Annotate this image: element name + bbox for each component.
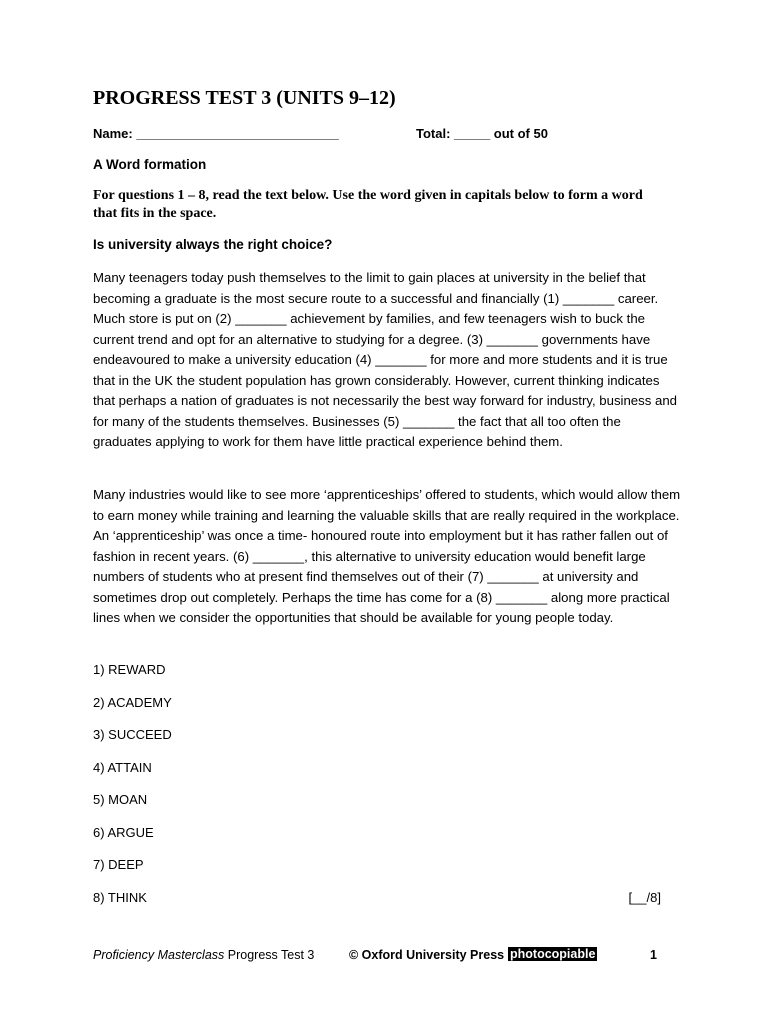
section-score: [__/8] [628,890,661,905]
instructions: For questions 1 – 8, read the text below. Use the word given in capitals below to form a word that fits in the space. [93,188,643,221]
footer-copyright: © Oxford University Press [349,948,505,962]
total-field-label: Total: _____ out of 50 [416,126,548,141]
page-footer [93,948,683,966]
name-field-label: Name: ____________________________ [93,126,339,141]
photocopiable-badge: photocopiable [510,947,596,961]
section-heading: A Word formation [93,157,207,172]
name-total-row [93,126,653,141]
word-item-8: 8) THINK [93,890,147,905]
passage-paragraph-2: Many industries would like to see more ‘apprenticeships’ offered to students, which would allow them to earn money while training and learning the valuable skills that are really required in the workplace. An ‘apprenticeship’ was once a time- honoured route into employment but it has rather fallen out of fashion in recent years. (6) _______, this alternative to university education would benefit large numbers of students who at present find themselves out of their (7) _______ at university and sometimes drop out completely. Perhaps the time has come for a (8) _______ along more practical lines when we consider the opportunities that should be available for young people today. [93,487,681,625]
word-item-3: 3) SUCCEED [93,727,172,742]
footer-test-label: Progress Test 3 [224,948,315,962]
word-item-5: 5) MOAN [93,792,148,807]
page-title: PROGRESS TEST 3 (UNITS 9–12) [93,87,396,109]
word-item-2: 2) ACADEMY [93,694,172,710]
passage-paragraph-1: Many teenagers today push themselves to the limit to gain places at university in the belief that becoming a graduate is the most secure route to a successful and financially (1) _______ career. Much store is put on (2) _______ achievement by families, and few teenagers wish to buck the current trend and opt for an alternative to studying for a degree. (3) _______ governments have endeavoured to make a university education (4) _______ for more and more students and it is true that in the UK the student population has grown considerably. However, current thinking indicates that perhaps a nation of graduates is not necessarily the best way forward for industry, business and for many of the students themselves. Businesses (5) _______ the fact that all too often the graduates applying to work for them have little practical experience behind them. [93,270,677,449]
footer-book-title: Proficiency Masterclass [93,948,225,962]
word-item-7: 7) DEEP [93,857,144,872]
text-title: Is university always the right choice? [93,237,333,252]
word-item-4: 4) ATTAIN [93,759,152,775]
page-number: 1 [650,948,657,962]
word-item-1: 1) REWARD [93,662,166,677]
word-item-6: 6) ARGUE [93,824,154,840]
